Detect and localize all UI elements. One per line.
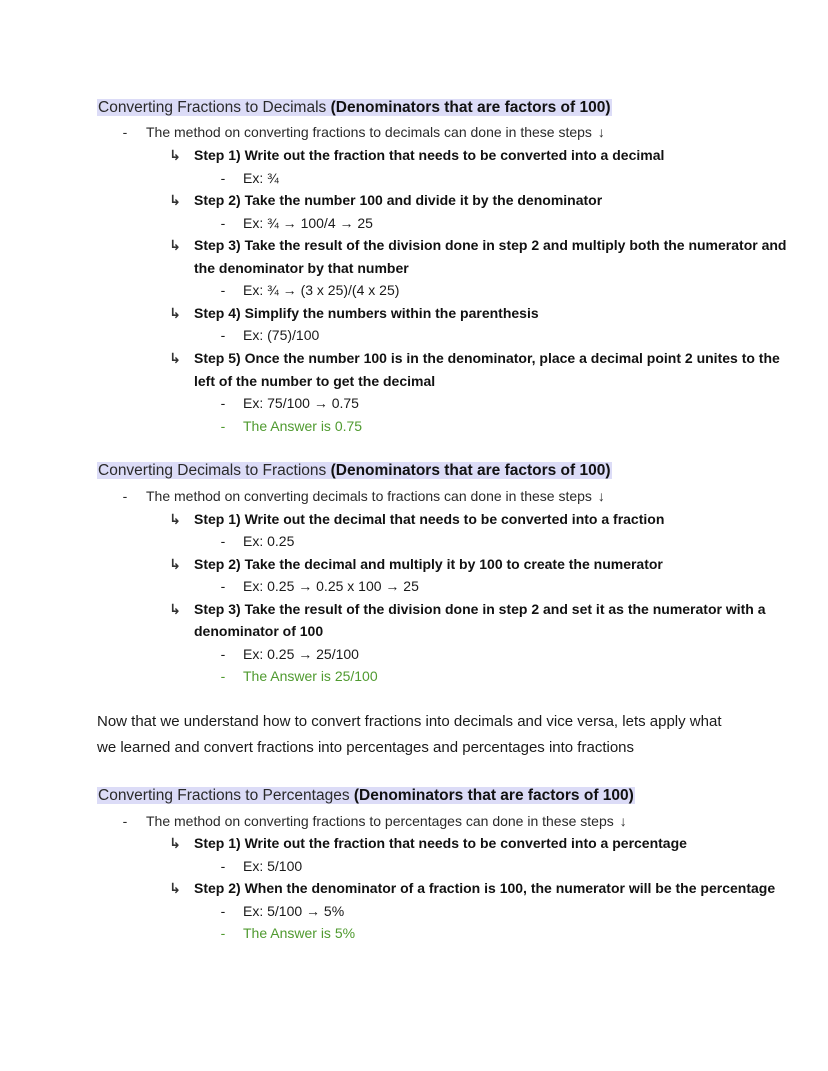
dash-bullet: - [122, 488, 128, 504]
transition-paragraph: Now that we understand how to convert fractions into decimals and vice versa, lets apply what we learned and convert fractions into percentages and percentages into fractions [97, 713, 722, 756]
dash-bullet: - [220, 533, 226, 549]
example-text: Ex: ¾ [243, 170, 279, 186]
step-text: Step 1) Write out the fraction that needs to be converted into a percentage [194, 835, 687, 851]
intro-text: The method on converting fractions to percentages can done in these steps [146, 813, 614, 829]
dash-bullet: - [220, 327, 226, 343]
down-arrow-icon: ↓ [597, 124, 605, 140]
hook-arrow-icon: ↳ [169, 835, 181, 851]
step-text: Step 2) Take the decimal and multiply it by 100 to create the numerator [194, 556, 663, 572]
dash-bullet: - [220, 170, 226, 186]
dash-bullet: - [122, 813, 128, 829]
hook-arrow-icon: ↳ [169, 350, 181, 366]
step-text: Step 2) When the denominator of a fraction is 100, the numerator will be the percentage [194, 880, 776, 896]
step-text-continued: left of the number to get the decimal [194, 373, 436, 389]
hook-arrow-icon: ↳ [169, 237, 181, 253]
example-text: Ex: 5/100 → 5% [243, 903, 345, 919]
example-text: Ex: 75/100 → 0.75 [243, 395, 359, 411]
heading-subtitle: (Denominators that are factors of 100) [330, 99, 611, 116]
dash-bullet: - [122, 124, 128, 140]
dash-bullet: - [220, 578, 226, 594]
step-text-continued: denominator of 100 [194, 623, 324, 639]
step-text: Step 3) Take the result of the division done in step 2 and multiply both the numerator and [194, 237, 787, 253]
heading-title: Converting Decimals to Fractions [98, 462, 327, 479]
dash-bullet: - [220, 282, 226, 298]
down-arrow-icon: ↓ [597, 488, 605, 504]
dash-bullet: - [220, 668, 226, 684]
step-text: Step 1) Write out the decimal that needs to be converted into a fraction [194, 511, 665, 527]
intro-text: The method on converting fractions to decimals can done in these steps [146, 124, 592, 140]
hook-arrow-icon: ↳ [169, 880, 181, 896]
step-text: Step 3) Take the result of the division done in step 2 and set it as the numerator with a [194, 601, 766, 617]
hook-arrow-icon: ↳ [169, 305, 181, 321]
hook-arrow-icon: ↳ [169, 511, 181, 527]
example-text: Ex: (75)/100 [243, 327, 320, 343]
example-text: Ex: ¾ → 100/4 → 25 [243, 215, 373, 231]
step-text: Step 2) Take the number 100 and divide it by the denominator [194, 192, 603, 208]
heading-title: Converting Fractions to Decimals [98, 99, 327, 116]
example-text: Ex: 0.25 → 25/100 [243, 646, 359, 662]
dash-bullet: - [220, 903, 226, 919]
hook-arrow-icon: ↳ [169, 192, 181, 208]
section-heading [97, 785, 635, 807]
heading-subtitle: (Denominators that are factors of 100) [353, 787, 634, 804]
answer-text: The Answer is 25/100 [243, 668, 378, 684]
section-heading [97, 460, 612, 482]
example-text: Ex: 0.25 → 0.25 x 100 → 25 [243, 578, 419, 594]
dash-bullet: - [220, 646, 226, 662]
step-text: Step 4) Simplify the numbers within the parenthesis [194, 305, 539, 321]
dash-bullet: - [220, 395, 226, 411]
step-text: Step 5) Once the number 100 is in the denominator, place a decimal point 2 unites to the [194, 350, 780, 366]
example-text: Ex: 0.25 [243, 533, 295, 549]
dash-bullet: - [220, 925, 226, 941]
heading-subtitle: (Denominators that are factors of 100) [330, 462, 611, 479]
example-text: Ex: 5/100 [243, 858, 303, 874]
dash-bullet: - [220, 858, 226, 874]
down-arrow-icon: ↓ [619, 813, 627, 829]
dash-bullet: - [220, 418, 226, 434]
step-text-continued: the denominator by that number [194, 260, 409, 276]
heading-title: Converting Fractions to Percentages [98, 787, 350, 804]
example-text: Ex: ¾ → (3 x 25)/(4 x 25) [243, 282, 400, 298]
answer-text: The Answer is 0.75 [243, 418, 363, 434]
hook-arrow-icon: ↳ [169, 556, 181, 572]
hook-arrow-icon: ↳ [169, 147, 181, 163]
step-text: Step 1) Write out the fraction that needs to be converted into a decimal [194, 147, 665, 163]
hook-arrow-icon: ↳ [169, 601, 181, 617]
dash-bullet: - [220, 215, 226, 231]
intro-text: The method on converting decimals to fractions can done in these steps [146, 488, 592, 504]
section-heading [97, 97, 612, 119]
answer-text: The Answer is 5% [243, 925, 356, 941]
